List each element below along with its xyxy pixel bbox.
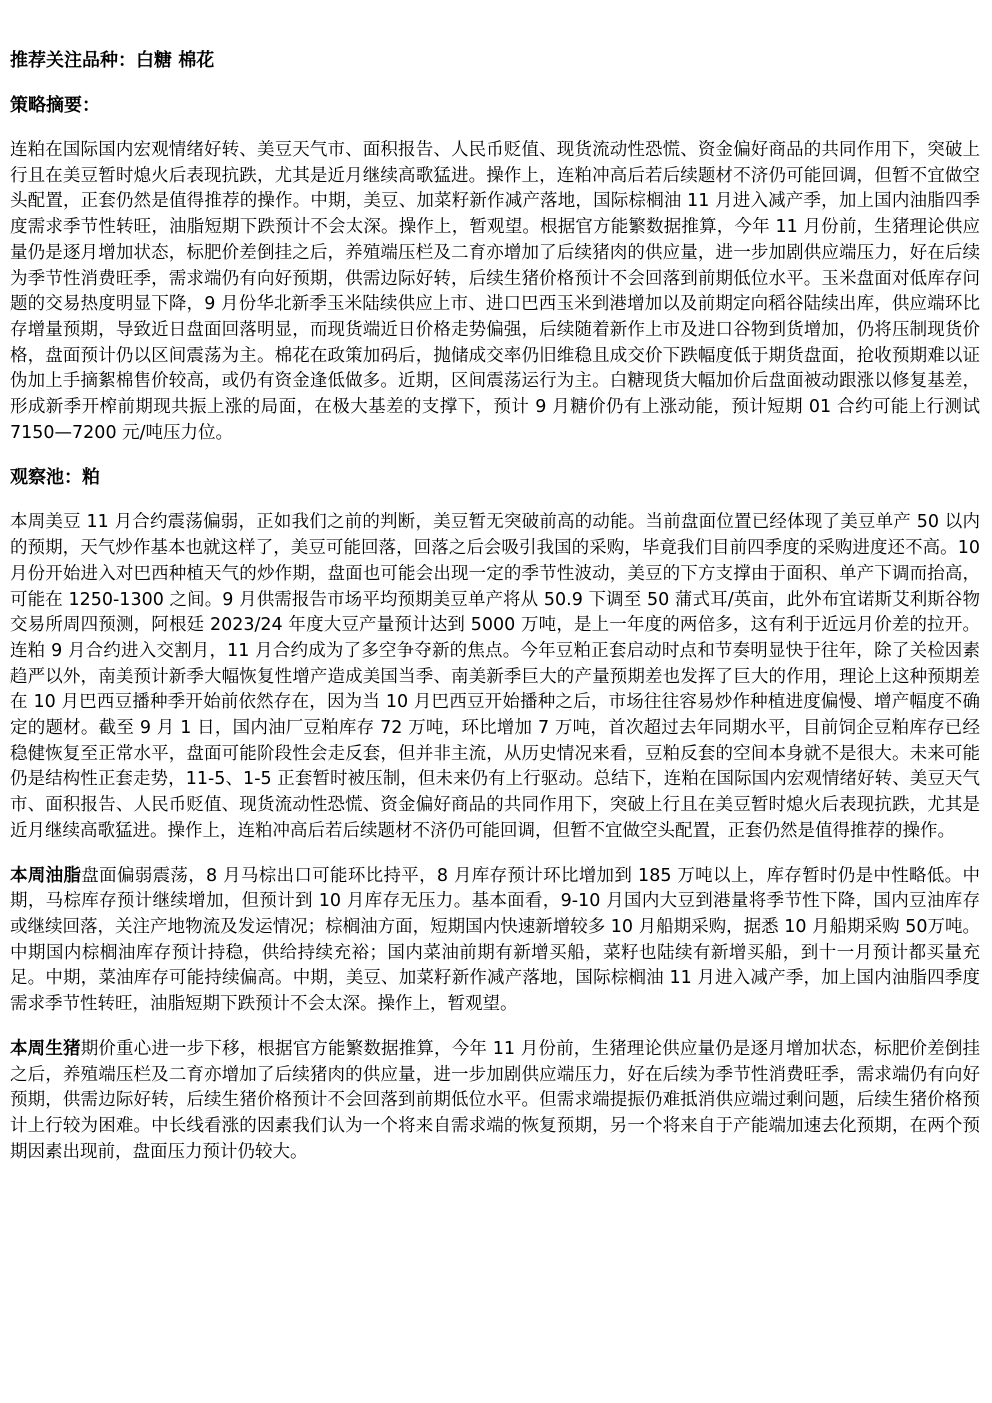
oils-text: 盘面偏弱震荡，8 月马棕出口可能环比持平，8 月库存预计环比增加到 185 万吨以上，库存暂时仍是中性略低。中期，马棕库存预计继续增加，但预计到 10 月库存无压力。基本面看，9-10 月国内大豆到港量将季节性下降，国内豆油库存或继续回落，关注产地物流及发运情况；棕榈油方面，短期国内快速新增较多 10 月船期采购，据悉 10 月船期采购 50万吨。中期国内棕榈油库存预计持稳，供给持续充裕；国内菜油前期有新增买船，菜籽也陆续有新增买船，到十一月预计都买量充足。中期，菜油库存可能持续偏高。中期，美豆、加菜籽新作减产落地，国际棕榈油 11 月进入减产季，加上国内油脂四季度需求季节性转旺，油脂短期下跌预计不会太深。操作上，暂观望。 (10, 865, 981, 1015)
hogs-text: 期价重心进一步下移，根据官方能繁数据推算，今年 11 月份前，生猪理论供应量仍是逐月增加状态，标肥价差倒挂之后，养殖端压栏及二育亦增加了后续猪肉的供应量，进一步加剧供应端压力，好在后续为季节性消费旺季，需求端仍有向好预期，供需边际好转，后续生猪价格预计不会回落到前期低位水平。但需求端提振仍难抵消供应端过剩问题，后续生猪价格预计上行较为困难。中长线看涨的因素我们认为一个将来自需求端的恢复预期，另一个将来自于产能端加速去化预期，在两个预期因素出现前，盘面压力预计仍较大。 (10, 1038, 981, 1162)
strategy-summary-heading: 策略摘要： (10, 95, 100, 116)
hogs-lead: 本周生猪 (10, 1038, 81, 1059)
soymeal-paragraph: 本周美豆 11 月合约震荡偏弱，正如我们之前的判断，美豆暂无突破前高的动能。当前盘面位置已经体现了美豆单产 50 以内的预期，天气炒作基本也就这样了，美豆可能回落，回落之后会吸引我国的采购，毕竟我们目前四季度的采购进度还不高。10 月份开始进入对巴西种植天气的炒作期，盘面也可能会出现一定的季节性波动，美豆的下方支撑由于面积、单产下调而抬高，可能在 1250-1300 之间。9 月供需报告市场平均预期美豆单产将从 50.9 下调至 50 蒲式耳/英亩，此外布宜诺斯艾利斯谷物交易所周四预测，阿根廷 2023/24 年度大豆产量预计达到 5000 万吨，是上一年度的两倍多，这有利于近远月价差的拉开。连粕 9 月合约进入交割月，11 月合约成为了多空争夺新的焦点。今年豆粕正套启动时点和节奏明显快于往年，除了关检因素趋严以外，南美预计新季大幅恢复性增产造成美国当季、南美新季巨大的产量预期差也发挥了巨大的作用，理论上这种预期差在 10 月巴西豆播种季开始前依然存在，因为当 10 月巴西豆开始播种之后，市场往往容易炒作种植进度偏慢、增产幅度不确定的题材。截至 9 月 1 日，国内油厂豆粕库存 72 万吨，环比增加 7 万吨，首次超过去年同期水平，目前饲企豆粕库存已经稳健恢复至正常水平，盘面可能阶段性会走反套，但并非主流，从历史情况来看，豆粕反套的空间本身就不是很大。未来可能仍是结构性正套走势，11-5、1-5 正套暂时被压制，但未来仍有上行驱动。总结下，连粕在国际国内宏观情绪好转、美豆天气市、面积报告、人民币贬值、现货流动性恐慌、资金偏好商品的共同作用下，突破上行且在美豆暂时熄火后表现抗跌，尤其是近月继续高歌猛进。操作上，连粕冲高后若后续题材不济仍可能回调，但暂不宜做空头配置，正套仍然是值得推荐的操作。 (10, 512, 980, 841)
recommended-varieties (10, 48, 980, 74)
recommended-value: 白糖 棉花 (136, 50, 215, 71)
oils-lead: 本周油脂 (10, 865, 82, 886)
watchlist-value: 粕 (82, 467, 100, 489)
strategy-summary-paragraph: 连粕在国际国内宏观情绪好转、美豆天气市、面积报告、人民币贬值、现货流动性恐慌、资金偏好商品的共同作用下，突破上行且在美豆暂时熄火后表现抗跌，尤其是近月继续高歌猛进。操作上，连粕冲高后若后续题材不济仍可能回调，但暂不宜做空头配置，正套仍然是值得推荐的操作。中期，美豆、加菜籽新作减产落地，国际棕榈油 11 月进入减产季，加上国内油脂四季度需求季节性转旺，油脂短期下跌预计不会太深。操作上，暂观望。根据官方能繁数据推算，今年 11 月份前，生猪理论供应量仍是逐月增加状态，标肥价差倒挂之后，养殖端压栏及二育亦增加了后续猪肉的供应量，进一步加剧供应端压力，好在后续为季节性消费旺季，需求端仍有向好预期，供需边际好转，后续生猪价格预计不会回落到前期低位水平。玉米盘面对低库存问题的交易热度明显下降，9 月份华北新季玉米陆续供应上市、进口巴西玉米到港增加以及前期定向稻谷陆续出库，供应端环比存增量预期，导致近日盘面回落明显，而现货端近日价格走势偏强，后续随着新作上市及进口谷物到货增加，仍将压制现货价格，盘面预计仍以区间震荡为主。棉花在政策加码后，抛储成交率仍旧维稳且成交价下跌幅度低于期货盘面，抢收预期难以证伪加上手摘絮棉售价较高，或仍有资金逢低做多。近期，区间震荡运行为主。白糖现货大幅加价后盘面被动跟涨以修复基差，形成新季开榨前期现共振上涨的局面，在极大基差的支撑下，预计 9 月糖价仍有上涨动能，预计短期 01 合约可能上行测试7150—7200 元/吨压力位。 (10, 140, 980, 443)
hogs-paragraph (10, 1037, 980, 1166)
recommended-label: 推荐关注品种： (10, 50, 136, 71)
oils-paragraph (10, 864, 980, 1018)
watchlist-heading (10, 465, 980, 491)
watchlist-label: 观察池： (10, 467, 82, 489)
